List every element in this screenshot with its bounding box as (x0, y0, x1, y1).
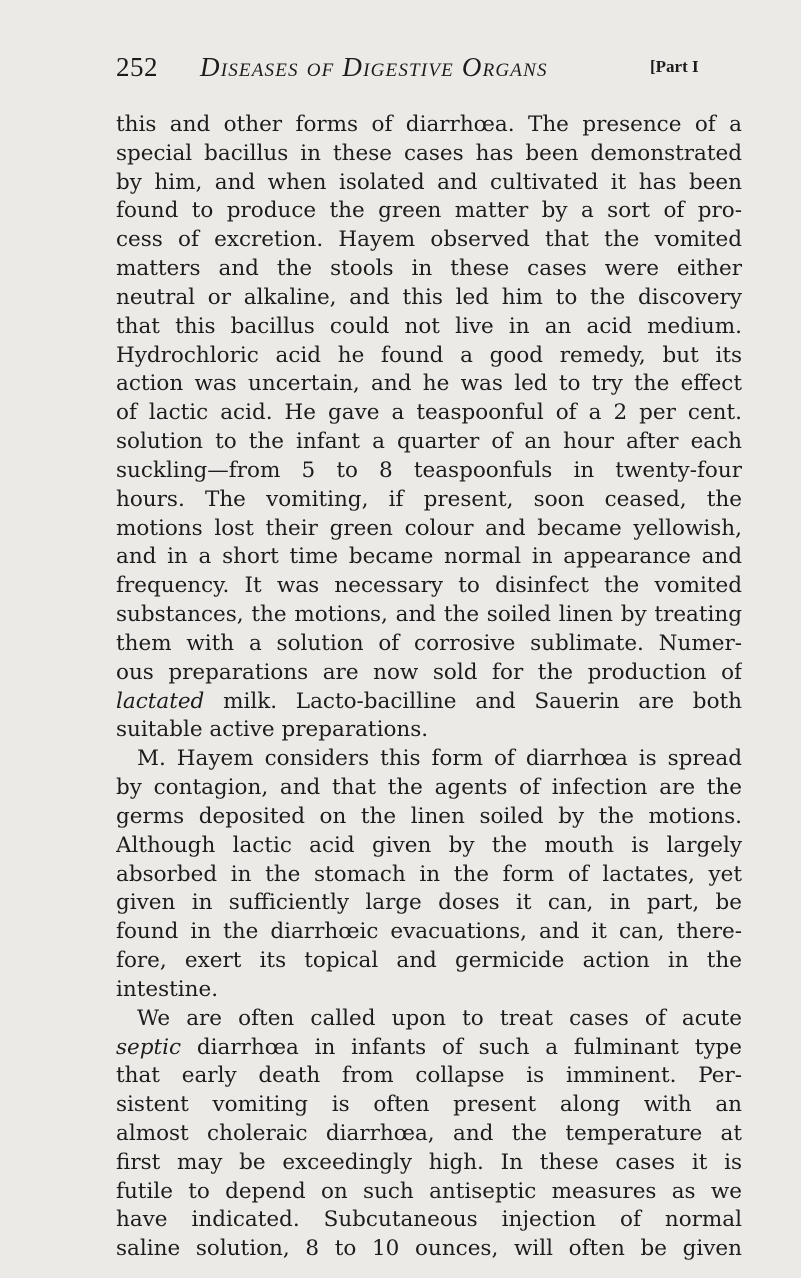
text-segment: frequency. It was necessary to disinfect the vomited (116, 573, 742, 599)
text-line (116, 688, 742, 717)
text-segment: Although lactic acid given by the mouth is largely (116, 832, 742, 858)
text-segment: milk. Lacto-bacilline and Sauerin are both (204, 688, 742, 714)
text-segment: that early death from collapse is imminent. Per- (116, 1063, 742, 1089)
text-segment: of lactic acid. He gave a teaspoonful of a 2 per cent. (116, 400, 742, 426)
text-segment: substances, the motions, and the soiled linen by treating (116, 602, 742, 628)
text-segment: action was uncertain, and he was led to try the effect (116, 371, 742, 397)
text-line (116, 1235, 742, 1264)
text-line (116, 111, 742, 140)
text-line (116, 543, 742, 572)
text-line (116, 1178, 742, 1207)
text-segment: cess of excretion. Hayem observed that the vomited (116, 227, 742, 253)
text-segment: absorbed in the stomach in the form of lactates, yet (116, 861, 742, 887)
text-segment: suitable active preparations. (116, 717, 429, 743)
text-segment: ous preparations are now sold for the production of (116, 659, 742, 685)
text-line (116, 399, 742, 428)
text-segment: fore, exert its topical and germicide action in the (116, 948, 742, 974)
text-segment: futile to depend on such antiseptic measures as we (116, 1178, 742, 1204)
text-line (116, 774, 742, 803)
text-segment: neutral or alkaline, and this led him to the discovery (116, 284, 742, 310)
text-segment: intestine. (116, 976, 219, 1002)
text-line (116, 889, 742, 918)
page-number: 252 (116, 52, 158, 82)
text-segment: special bacillus in these cases has been demonstrated (116, 140, 742, 166)
italic-word: septic (116, 1034, 182, 1060)
text-line (116, 1091, 742, 1120)
text-segment: suckling—from 5 to 8 teaspoonfuls in twenty-four (116, 457, 742, 483)
text-segment: them with a solution of corrosive sublimate. Numer- (116, 630, 742, 656)
text-segment: diarrhœa in infants of such a fulminant type (181, 1034, 742, 1060)
text-line (116, 1120, 742, 1149)
text-line (116, 572, 742, 601)
italic-word: lactated (116, 688, 205, 714)
text-segment: first may be exceedingly high. In these cases it is (116, 1149, 742, 1175)
text-line (116, 197, 742, 226)
page-header (116, 52, 736, 92)
text-segment: and in a short time became normal in appearance and (116, 544, 742, 570)
text-segment: found to produce the green matter by a sort of pro- (116, 198, 742, 224)
text-line (116, 716, 742, 745)
body-text (116, 111, 742, 1264)
text-line (116, 370, 742, 399)
text-segment: germs deposited on the linen soiled by the motions. (116, 803, 742, 829)
text-segment: have indicated. Subcutaneous injection of normal (116, 1207, 742, 1233)
text-line (116, 284, 742, 313)
text-segment: M. Hayem considers this form of diarrhœa is spread (137, 746, 742, 772)
text-line (116, 342, 742, 371)
text-line (116, 976, 742, 1005)
text-line (116, 140, 742, 169)
text-line (116, 659, 742, 688)
text-line (116, 803, 742, 832)
text-segment: given in sufficiently large doses it can, in part, be (116, 890, 742, 916)
text-segment: sistent vomiting is often present along with an (116, 1092, 742, 1118)
text-line (116, 630, 742, 659)
text-line (116, 918, 742, 947)
text-line (116, 515, 742, 544)
text-segment: saline solution, 8 to 10 ounces, will often be given (116, 1236, 742, 1262)
text-line (116, 1005, 742, 1034)
text-line (116, 601, 742, 630)
text-line (116, 1206, 742, 1235)
text-segment: by contagion, and that the agents of infection are the (116, 775, 742, 801)
text-line (116, 486, 742, 515)
text-line (116, 1149, 742, 1178)
text-line (116, 226, 742, 255)
text-line (116, 947, 742, 976)
text-line (116, 1034, 742, 1063)
text-line (116, 1062, 742, 1091)
part-label: [Part I (650, 57, 699, 76)
text-line (116, 832, 742, 861)
text-segment: Hydrochloric acid he found a good remedy, but its (116, 342, 742, 368)
text-segment: found in the diarrhœic evacuations, and it can, there- (116, 919, 742, 945)
text-line (116, 255, 742, 284)
text-line (116, 861, 742, 890)
text-line (116, 313, 742, 342)
text-segment: matters and the stools in these cases were either (116, 256, 742, 282)
text-segment: We are often called upon to treat cases of acute (137, 1005, 742, 1031)
text-segment: almost choleraic diarrhœa, and the temperature at (116, 1120, 742, 1146)
text-segment: solution to the infant a quarter of an hour after each (116, 429, 742, 455)
text-line (116, 457, 742, 486)
text-segment: that this bacillus could not live in an acid medium. (116, 313, 742, 339)
text-line (116, 428, 742, 457)
text-segment: by him, and when isolated and cultivated it has been (116, 169, 742, 195)
text-segment: this and other forms of diarrhœa. The presence of a (116, 112, 742, 137)
text-segment: hours. The vomiting, if present, soon ceased, the (116, 486, 742, 512)
text-segment: motions lost their green colour and became yellowish, (116, 515, 742, 541)
running-title: Diseases of Digestive Organs (200, 52, 548, 82)
text-line (116, 169, 742, 198)
text-line (116, 745, 742, 774)
